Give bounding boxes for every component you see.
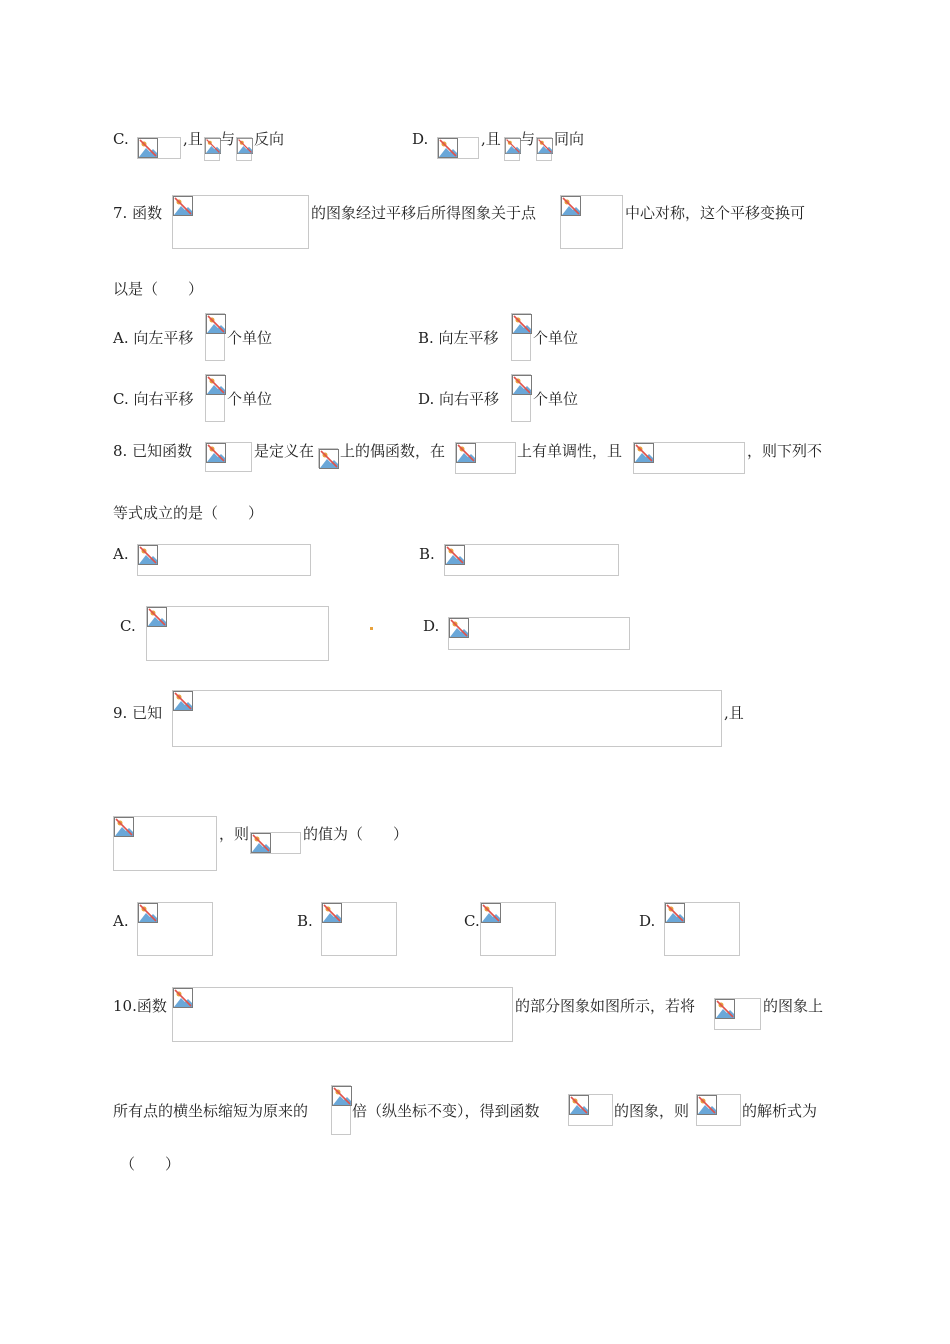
formula-image (172, 987, 513, 1042)
question-10-text: 倍（纵坐标不变），得到函数 (352, 1102, 540, 1120)
formula-image (560, 195, 623, 249)
option-text: 同向 (554, 130, 585, 148)
question-7-lead: 7. 函数 (113, 204, 163, 222)
formula-image (437, 137, 479, 159)
broken-image-icon (505, 138, 521, 154)
formula-image (455, 442, 516, 474)
broken-image-icon (332, 1086, 352, 1106)
broken-image-icon (634, 443, 654, 463)
question-7-text: 的图象经过平移后所得图象关于点 (311, 204, 537, 222)
broken-image-icon (206, 314, 226, 334)
option-b-label: B. (297, 912, 313, 930)
option-c-label: C. (464, 912, 480, 930)
question-7-text: 中心对称，这个平移变换可 (625, 204, 806, 222)
question-10-text: （ ） (120, 1155, 181, 1173)
broken-image-icon (456, 443, 476, 463)
option-text: 个单位 (227, 329, 273, 347)
formula-image (511, 374, 531, 422)
formula-image (172, 690, 722, 747)
option-text: 反向 (254, 130, 285, 148)
formula-image (480, 902, 556, 956)
question-10-text: 的部分图象如图所示，若将 (515, 997, 696, 1015)
option-text: 个单位 (533, 390, 579, 408)
formula-image (568, 1094, 613, 1126)
broken-image-icon (114, 817, 134, 837)
option-text: ,且 (183, 130, 203, 148)
option-text: ,且 (481, 130, 501, 148)
broken-image-icon (237, 138, 253, 154)
formula-image (137, 137, 181, 159)
formula-image (448, 617, 630, 650)
formula-image (714, 998, 761, 1030)
option-d: D. 向右平移 (418, 390, 500, 408)
broken-image-icon (537, 138, 553, 154)
broken-image-icon (319, 449, 339, 469)
formula-image (146, 606, 329, 661)
option-b-label: B. (419, 545, 435, 563)
option-d-label: D. (412, 130, 429, 148)
broken-image-icon (697, 1095, 717, 1115)
question-9-text: ，则 (219, 825, 250, 843)
broken-image-icon (438, 138, 458, 158)
formula-image (511, 313, 531, 361)
broken-image-icon (481, 903, 501, 923)
option-d-label: D. (423, 617, 440, 635)
formula-image (318, 448, 338, 468)
broken-image-icon (512, 375, 532, 395)
formula-image (205, 313, 225, 361)
broken-image-icon (206, 375, 226, 395)
question-9-text: ,且 (724, 704, 744, 722)
broken-image-icon (445, 545, 465, 565)
broken-image-icon (138, 903, 158, 923)
formula-image (321, 902, 397, 956)
question-8-text: 上的偶函数，在 (340, 442, 446, 460)
broken-image-icon (512, 314, 532, 334)
formula-image (204, 137, 220, 161)
formula-image (250, 832, 301, 854)
option-a-label: A. (113, 545, 129, 563)
question-7-text: 以是（ ） (113, 280, 204, 298)
broken-image-icon (715, 999, 735, 1019)
option-d-label: D. (639, 912, 656, 930)
broken-image-icon (173, 196, 193, 216)
broken-image-icon (665, 903, 685, 923)
broken-image-icon (561, 196, 581, 216)
option-c-label: C. (113, 130, 129, 148)
formula-image (137, 544, 311, 576)
broken-image-icon (205, 138, 221, 154)
option-c: C. 向右平移 (113, 390, 194, 408)
formula-image (633, 442, 745, 474)
option-text: 个单位 (533, 329, 579, 347)
broken-image-icon (206, 443, 226, 463)
formula-image (137, 902, 213, 956)
question-10-text: 的图象上 (763, 997, 824, 1015)
formula-image (696, 1094, 741, 1126)
formula-image (331, 1085, 351, 1135)
option-text: 个单位 (227, 390, 273, 408)
formula-image (536, 137, 552, 161)
formula-image (113, 816, 217, 871)
option-b: B. 向左平移 (418, 329, 499, 347)
question-10-text: 的解析式为 (742, 1102, 818, 1120)
formula-image (172, 195, 309, 249)
question-10-text: 所有点的横坐标缩短为原来的 (113, 1102, 309, 1120)
option-a-label: A. (113, 912, 129, 930)
question-8-lead: 8. 已知函数 (113, 442, 193, 460)
formula-image (205, 442, 252, 472)
formula-image (205, 374, 225, 422)
broken-image-icon (138, 545, 158, 565)
stray-dot (370, 627, 373, 630)
question-9-text: 的值为（ ） (303, 825, 409, 843)
formula-image (664, 902, 740, 956)
broken-image-icon (449, 618, 469, 638)
formula-image (504, 137, 520, 161)
question-10-lead: 10.函数 (113, 997, 167, 1015)
question-8-text: 上有单调性，且 (517, 442, 623, 460)
option-c-label: C. (120, 617, 136, 635)
broken-image-icon (251, 833, 271, 853)
broken-image-icon (173, 988, 193, 1008)
broken-image-icon (322, 903, 342, 923)
question-8-text: 是定义在 (254, 442, 315, 460)
question-10-text: 的图象，则 (614, 1102, 690, 1120)
broken-image-icon (569, 1095, 589, 1115)
formula-image (444, 544, 619, 576)
broken-image-icon (138, 138, 158, 158)
question-8-text: 等式成立的是（ ） (113, 504, 264, 522)
broken-image-icon (173, 691, 193, 711)
question-8-text: ，则下列不 (747, 442, 823, 460)
question-9-lead: 9. 已知 (113, 704, 163, 722)
option-text: 与 (220, 130, 236, 148)
formula-image (236, 137, 252, 161)
broken-image-icon (147, 607, 167, 627)
option-text: 与 (520, 130, 536, 148)
option-a: A. 向左平移 (113, 329, 194, 347)
